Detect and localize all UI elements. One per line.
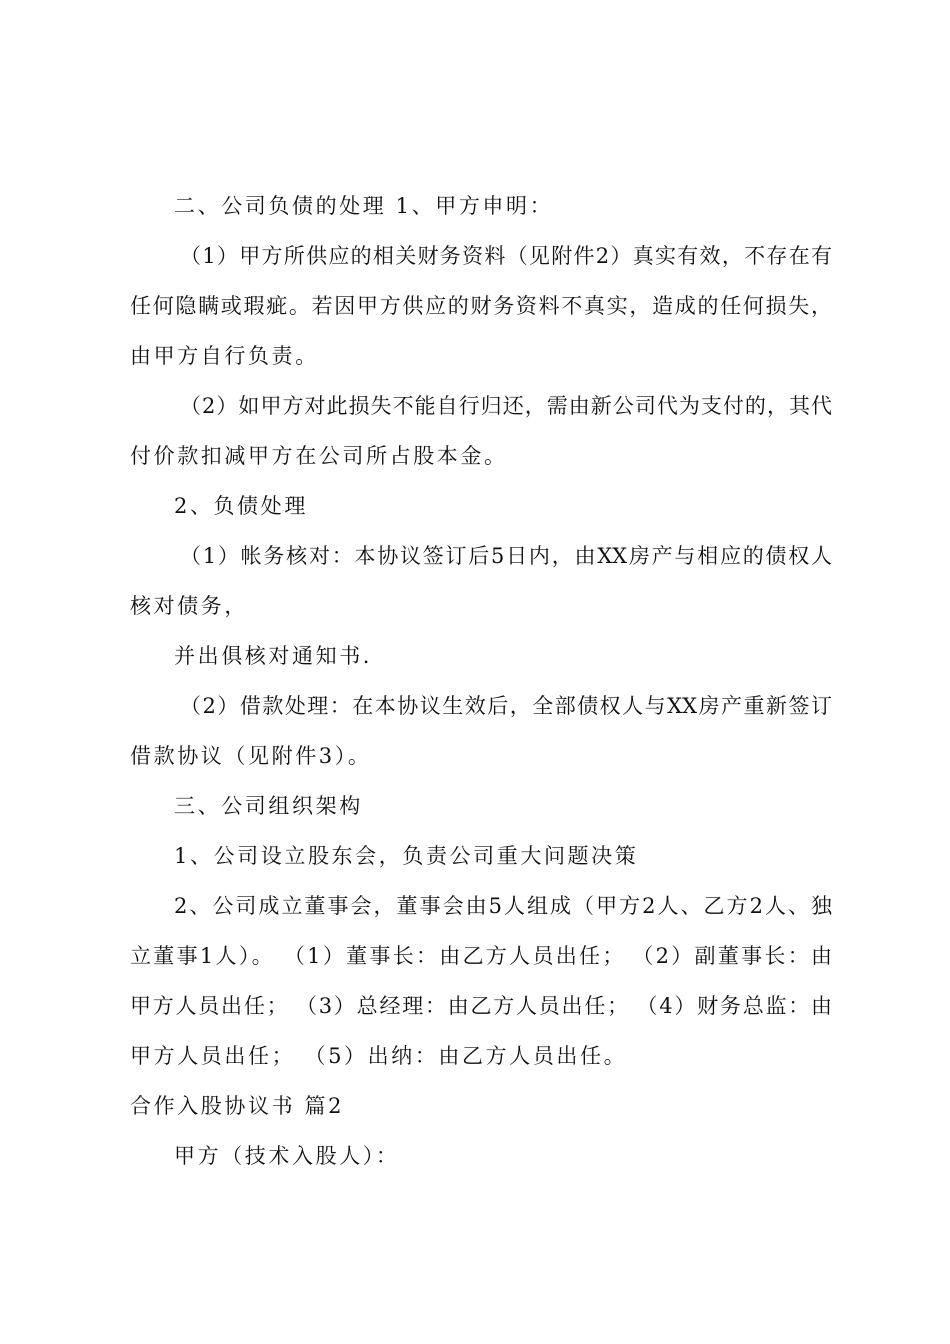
paragraph-line: 由甲方自行负责。	[130, 344, 319, 368]
paragraph-line: 甲方（技术入股人）：	[174, 1144, 400, 1168]
paragraph-line: 付价款扣减甲方在公司所占股本金。	[130, 444, 508, 468]
paragraph-line: （1）帐务核对：本协议签订后5日内，由XX房产与相应的债权人	[180, 544, 832, 568]
paragraph-line: 任何隐瞒或瑕疵。若因甲方供应的财务资料不真实，造成的任何损失，	[130, 294, 832, 318]
document-page	[130, 0, 832, 1344]
document-title-part2: 合作入股协议书 篇2	[130, 1094, 345, 1118]
paragraph-line: （1）甲方所供应的相关财务资料（见附件2）真实有效，不存在有	[180, 244, 832, 268]
section-heading-liabilities: 二、公司负债的处理 1、甲方申明：	[174, 194, 554, 218]
paragraph-line: 甲方人员出任； （5）出纳：由乙方人员出任。	[130, 1044, 628, 1068]
subheading-liability-handling: 2、负债处理	[174, 494, 308, 518]
paragraph-line: （2）借款处理：在本协议生效后，全部债权人与XX房产重新签订	[180, 694, 832, 718]
paragraph-line: （2）如甲方对此损失不能自行归还，需由新公司代为支付的，其代	[180, 394, 832, 418]
paragraph-line: 立董事1人）。 （1）董事长：由乙方人员出任； （2）副董事长：由	[130, 944, 832, 968]
paragraph-line: 甲方人员出任； （3）总经理：由乙方人员出任； （4）财务总监：由	[130, 994, 832, 1018]
paragraph-line: 借款协议（见附件3）。	[130, 744, 372, 768]
paragraph-line: 并出俱核对通知书.	[174, 644, 373, 668]
paragraph-line: 核对债务，	[130, 594, 248, 618]
section-heading-organization: 三、公司组织架构	[174, 794, 363, 818]
paragraph-line: 1、公司设立股东会，负责公司重大问题决策	[174, 844, 639, 868]
paragraph-line: 2、公司成立董事会，董事会由5人组成（甲方2人、乙方2人、独	[174, 894, 832, 918]
